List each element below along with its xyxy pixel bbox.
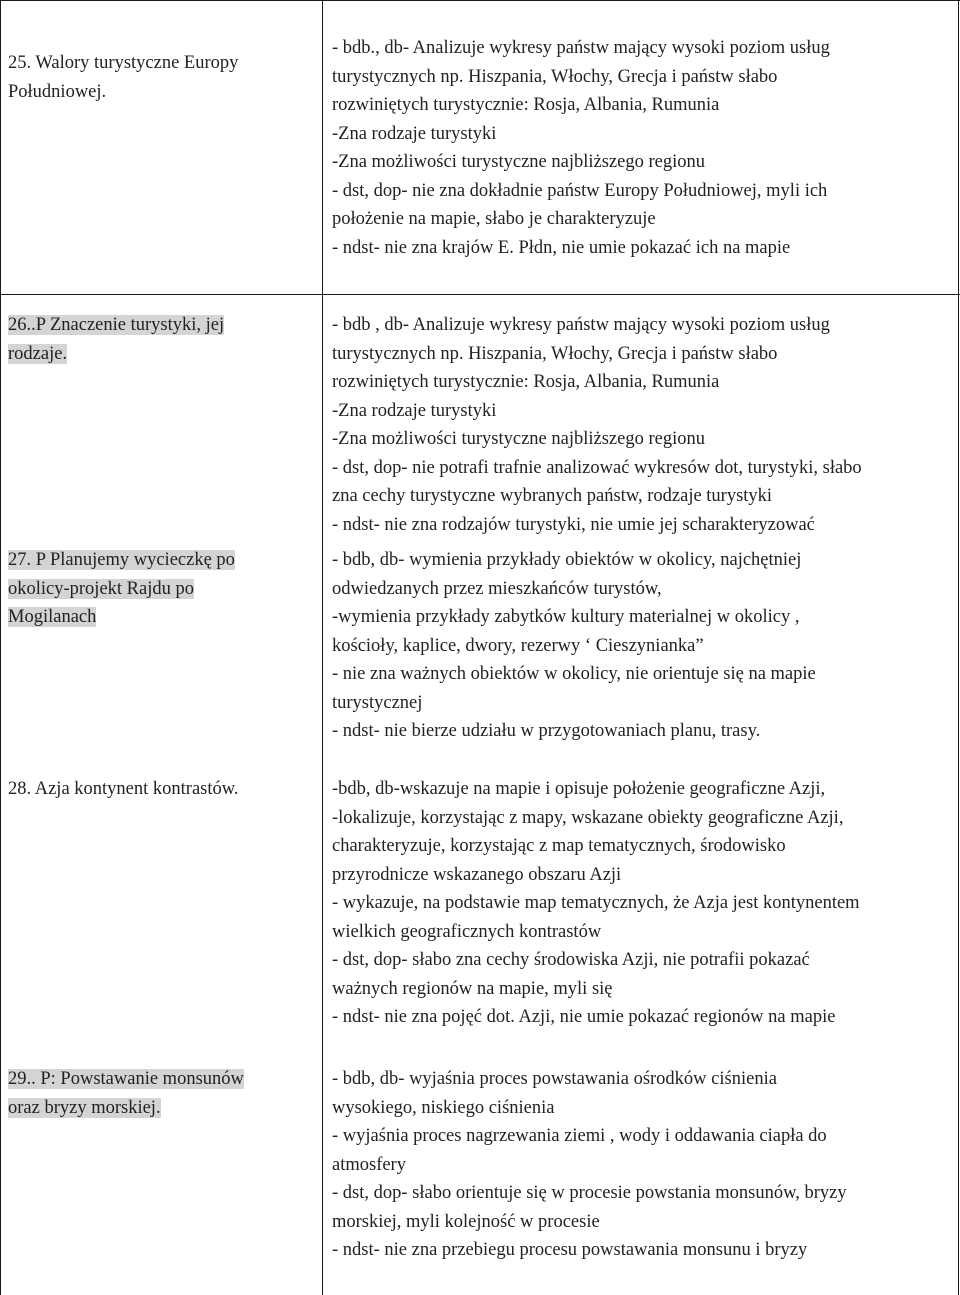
topic-highlight: rodzaje. xyxy=(8,343,68,364)
desc-line: rozwiniętych turystycznie: Rosja, Albania, Rumunia xyxy=(332,95,720,115)
topic-highlight: oraz bryzy morskiej. xyxy=(8,1097,161,1118)
topic-line xyxy=(8,603,308,632)
description-cell-28 xyxy=(332,775,957,1032)
desc-line: charakteryzuje, korzystając z map tematycznych, środowisko xyxy=(332,836,786,856)
desc-line: - bdb, db- wymienia przykłady obiektów w okolicy, najchętniej xyxy=(332,550,802,570)
description-cell-27 xyxy=(332,546,957,746)
desc-line: turystycznych np. Hiszpania, Włochy, Grecja i państw słabo xyxy=(332,66,778,87)
table-border-top xyxy=(0,0,960,1)
desc-line: morskiej, myli kolejność w procesie xyxy=(332,1211,600,1232)
topic-line xyxy=(8,575,308,604)
table-border-right xyxy=(958,0,959,1295)
desc-line: -lokalizuje, korzystając z mapy, wskazane obiekty geograficzne Azji, xyxy=(332,807,844,828)
desc-line: -Zna rodzaje turystyki xyxy=(332,400,497,421)
topic-line xyxy=(8,1065,308,1094)
topic-highlight: 27. P Planujemy wycieczkę po xyxy=(8,550,235,570)
desc-line: turystycznych np. Hiszpania, Włochy, Grecja i państw słabo xyxy=(332,343,778,364)
desc-line: - dst, dop- słabo orientuje się w procesie powstania monsunów, bryzy xyxy=(332,1183,847,1203)
desc-line: - bdb , db- Analizuje wykresy państw mający wysoki poziom usług xyxy=(332,315,830,335)
topic-line: 25. Walory turystyczne Europy xyxy=(8,53,239,73)
desc-line: - wykazuje, na podstawie map tematycznych, że Azja jest kontynentem xyxy=(332,893,860,913)
desc-line: -Zna rodzaje turystyki xyxy=(332,123,497,144)
desc-line: odwiedzanych przez mieszkańców turystów, xyxy=(332,578,662,599)
topic-cell-28 xyxy=(8,775,308,804)
desc-line: kościoły, kaplice, dwory, rezerwy ‘ Cieszynianka” xyxy=(332,635,704,656)
desc-line: turystycznej xyxy=(332,692,423,713)
topic-highlight: 26..P Znaczenie turystyki, jej xyxy=(8,315,225,335)
table-border-left xyxy=(0,0,1,1295)
topic-cell-26 xyxy=(8,311,308,368)
desc-line: położenie na mapie, słabo je charakteryzuje xyxy=(332,209,656,229)
desc-line: - ndst- nie zna pojęć dot. Azji, nie umie pokazać regionów na mapie xyxy=(332,1007,836,1027)
desc-line: -Zna możliwości turystyczne najbliższego regionu xyxy=(332,152,705,172)
topic-cell-25 xyxy=(8,49,308,106)
desc-line: -bdb, db-wskazuje na mapie i opisuje położenie geograficzne Azji, xyxy=(332,779,826,799)
desc-line: - ndst- nie zna przebiegu procesu powstawania monsunu i bryzy xyxy=(332,1240,808,1260)
desc-line: - bdb, db- wyjaśnia proces powstawania ośrodków ciśnienia xyxy=(332,1069,777,1089)
desc-line: - ndst- nie zna krajów E. Płdn, nie umie pokazać ich na mapie xyxy=(332,237,791,258)
topic-line: Południowej. xyxy=(8,81,107,102)
topic-highlight: okolicy-projekt Rajdu po xyxy=(8,578,194,599)
topic-highlight: Mogilanach xyxy=(8,607,97,627)
desc-line: - ndst- nie zna rodzajów turystyki, nie umie jej scharakteryzować xyxy=(332,514,815,535)
desc-line: przyrodnicze wskazanego obszaru Azji xyxy=(332,864,622,885)
topic-line xyxy=(8,546,308,575)
description-cell-29 xyxy=(332,1065,957,1265)
desc-line: - wyjaśnia proces nagrzewania ziemi , wody i oddawania ciapła do xyxy=(332,1126,827,1146)
topic-line xyxy=(8,1094,308,1123)
desc-line: - dst, dop- nie zna dokładnie państw Europy Południowej, myli ich xyxy=(332,180,828,201)
desc-line: - dst, dop- nie potrafi trafnie analizować wykresów dot, turystyki, słabo xyxy=(332,457,862,478)
desc-line: - bdb., db- Analizuje wykresy państw mający wysoki poziom usług xyxy=(332,38,830,58)
topic-line: 28. Azja kontynent kontrastów. xyxy=(8,779,239,799)
topic-cell-27 xyxy=(8,546,308,632)
desc-line: wielkich geograficznych kontrastów xyxy=(332,921,602,942)
row-divider xyxy=(0,294,960,295)
desc-line: -wymienia przykłady zabytków kultury materialnej w okolicy , xyxy=(332,607,800,627)
desc-line: - ndst- nie bierze udziału w przygotowaniach planu, trasy. xyxy=(332,721,761,741)
description-cell-26 xyxy=(332,311,957,539)
desc-line: ważnych regionów na mapie, myli się xyxy=(332,978,613,999)
topic-cell-29 xyxy=(8,1065,308,1122)
desc-line: - nie zna ważnych obiektów w okolicy, nie orientuje się na mapie xyxy=(332,664,816,684)
topic-line xyxy=(8,311,308,340)
desc-line: wysokiego, niskiego ciśnienia xyxy=(332,1097,555,1118)
desc-line: -Zna możliwości turystyczne najbliższego regionu xyxy=(332,429,705,449)
desc-line: zna cechy turystyczne wybranych państw, rodzaje turystyki xyxy=(332,486,773,506)
desc-line: - dst, dop- słabo zna cechy środowiska Azji, nie potrafii pokazać xyxy=(332,950,810,970)
topic-highlight: 29.. P: Powstawanie monsunów xyxy=(8,1069,244,1089)
desc-line: rozwiniętych turystycznie: Rosja, Albania, Rumunia xyxy=(332,372,720,392)
column-divider xyxy=(322,0,323,1295)
desc-line: atmosfery xyxy=(332,1154,406,1175)
topic-line xyxy=(8,340,308,369)
description-cell-25 xyxy=(332,34,957,262)
